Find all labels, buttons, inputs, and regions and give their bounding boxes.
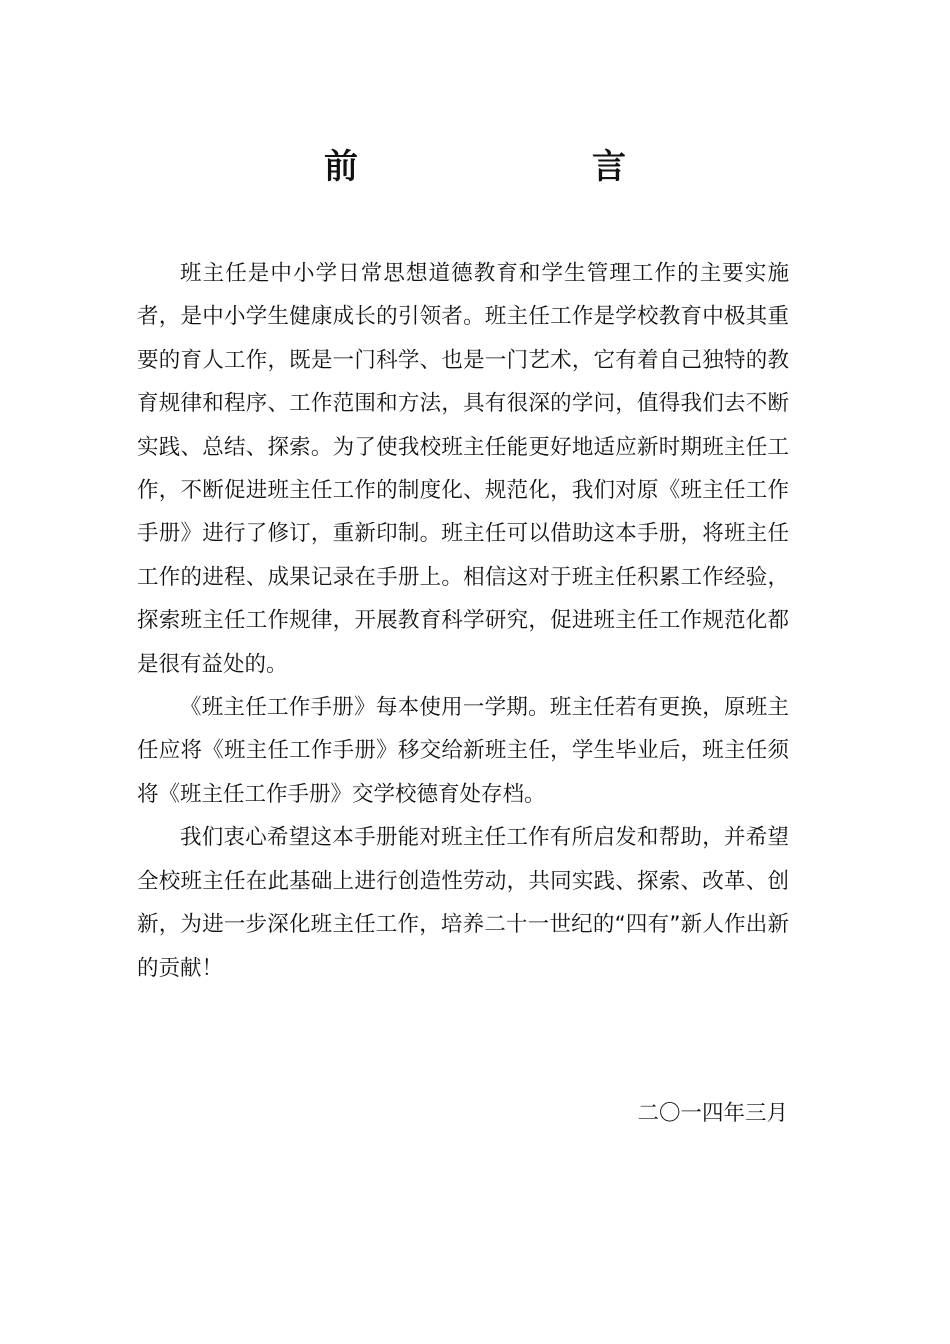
signature-date: 二〇一四年三月 — [637, 1101, 788, 1126]
paragraph-3: 我们衷心希望这本手册能对班主任工作有所启发和帮助，并希望全校班主任在此基础上进行创造性劳动，共同实践、探索、改革、创新，为进一步深化班主任工作，培养二十一世纪的“四有”新人作出新的贡献！ — [137, 825, 789, 981]
paragraph-1: 班主任是中小学日常思想道德教育和学生管理工作的主要实施者，是中小学生健康成长的引领者。班主任工作是学校教育中极其重要的育人工作，既是一门科学、也是一门艺术，它有着自己独特的教育规律和程序、工作范围和方法，具有很深的学问，值得我们去不断实践、总结、探索。为了使我校班主任能更好地适应新时期班主任工作，不断促进班主任工作的制度化、规范化，我们对原《班主任工作手册》进行了修订，重新印制。班主任可以借助这本手册，将班主任工作的进程、成果记录在手册上。相信这对于班主任积累工作经验，探索班主任工作规律，开展教育科学研究，促进班主任工作规范化都是很有益处的。 — [137, 261, 789, 677]
page-title: 前 言 — [324, 147, 726, 187]
body-text — [137, 252, 789, 990]
paragraph-2: 《班主任工作手册》每本使用一学期。班主任若有更换，原班主任应将《班主任工作手册》移交给新班主任，学生毕业后，班主任须将《班主任工作手册》交学校德育处存档。 — [137, 695, 789, 807]
